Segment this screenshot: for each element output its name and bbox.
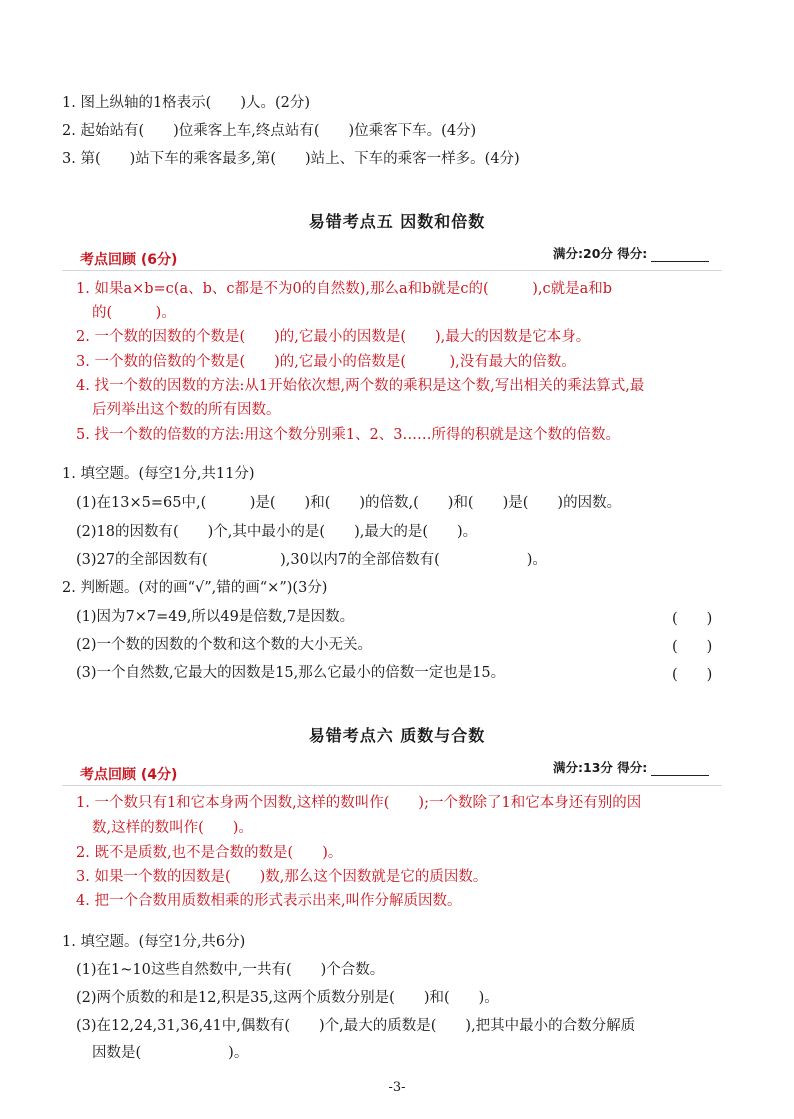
question-item: (2)一个数的因数的个数和这个数的大小无关。 <box>76 637 373 653</box>
answer-paren[interactable]: ( ) <box>672 667 713 683</box>
section6-review-label: 考点回顾 (4分) <box>80 767 178 783</box>
review-item: 数,这样的数叫作( )。 <box>92 820 253 836</box>
review-item: 2. 一个数的因数的个数是( )的,它最小的因数是( ),最大的因数是它本身。 <box>76 329 591 345</box>
review-item: 3. 一个数的倍数的个数是( )的,它最小的倍数是( ),没有最大的倍数。 <box>76 354 576 370</box>
section5-score <box>553 244 709 262</box>
review-item: 5. 找一个数的倍数的方法:用这个数分别乘1、2、3……所得的积就是这个数的倍数。 <box>76 427 621 443</box>
review-item: 4. 把一个合数用质数相乘的形式表示出来,叫作分解质因数。 <box>76 893 462 909</box>
question-title: 1. 填空题。(每空1分,共6分) <box>62 934 246 950</box>
question-item: 因数是( )。 <box>92 1045 249 1061</box>
section6-title: 易错考点六 质数与合数 <box>308 726 486 745</box>
review-item: 后列举出这个数的所有因数。 <box>92 402 281 418</box>
question-item: (1)在13×5=65中,( )是( )和( )的倍数,( )和( )是( )的因数。 <box>76 495 622 511</box>
question-line: 3. 第( )站下车的乘客最多,第( )站上、下车的乘客一样多。(4分) <box>62 151 520 167</box>
section5-review-label: 考点回顾 (6分) <box>80 252 178 268</box>
review-item: 4. 找一个数的因数的方法:从1开始依次想,两个数的乘积是这个数,写出相关的乘法算式,最 <box>76 378 645 394</box>
page-number: -3- <box>388 1080 406 1095</box>
review-item: 3. 如果一个数的因数是( )数,那么这个因数就是它的质因数。 <box>76 869 488 885</box>
question-line: 2. 起始站有( )位乘客上车,终点站有( )位乘客下车。(4分) <box>62 123 477 139</box>
question-item: (2)18的因数有( )个,其中最小的是( ),最大的是( )。 <box>76 524 478 540</box>
divider <box>62 785 722 786</box>
question-line: 1. 图上纵轴的1格表示( )人。(2分) <box>62 95 311 111</box>
question-item: (1)因为7×7=49,所以49是倍数,7是因数。 <box>76 609 355 625</box>
score-blank[interactable] <box>651 247 709 262</box>
divider <box>62 270 722 271</box>
section6-score <box>553 758 709 776</box>
review-item: 1. 如果a×b=c(a、b、c都是不为0的自然数),那么a和b就是c的( ),c就是a和b <box>76 281 613 297</box>
score-blank[interactable] <box>651 761 709 776</box>
section5-title: 易错考点五 因数和倍数 <box>308 212 486 231</box>
score-label: 满分:13分 得分: <box>553 760 648 775</box>
score-label: 满分:20分 得分: <box>553 246 648 261</box>
question-item: (2)两个质数的和是12,积是35,这两个质数分别是( )和( )。 <box>76 990 499 1006</box>
answer-paren[interactable]: ( ) <box>672 611 713 627</box>
question-title: 2. 判断题。(对的画“√”,错的画“×”)(3分) <box>62 580 328 596</box>
review-item: 2. 既不是质数,也不是合数的数是( )。 <box>76 845 343 861</box>
question-title: 1. 填空题。(每空1分,共11分) <box>62 466 255 482</box>
answer-paren[interactable]: ( ) <box>672 639 713 655</box>
question-item: (3)在12,24,31,36,41中,偶数有( )个,最大的质数是( ),把其中最小的合数分解质 <box>76 1018 636 1034</box>
review-item: 1. 一个数只有1和它本身两个因数,这样的数叫作( );一个数除了1和它本身还有别的因 <box>76 795 642 811</box>
question-item: (3)27的全部因数有( ),30以内7的全部倍数有( )。 <box>76 552 547 568</box>
question-item: (1)在1~10这些自然数中,一共有( )个合数。 <box>76 962 385 978</box>
review-item: 的( )。 <box>92 305 176 321</box>
question-item: (3)一个自然数,它最大的因数是15,那么它最小的倍数一定也是15。 <box>76 665 506 681</box>
